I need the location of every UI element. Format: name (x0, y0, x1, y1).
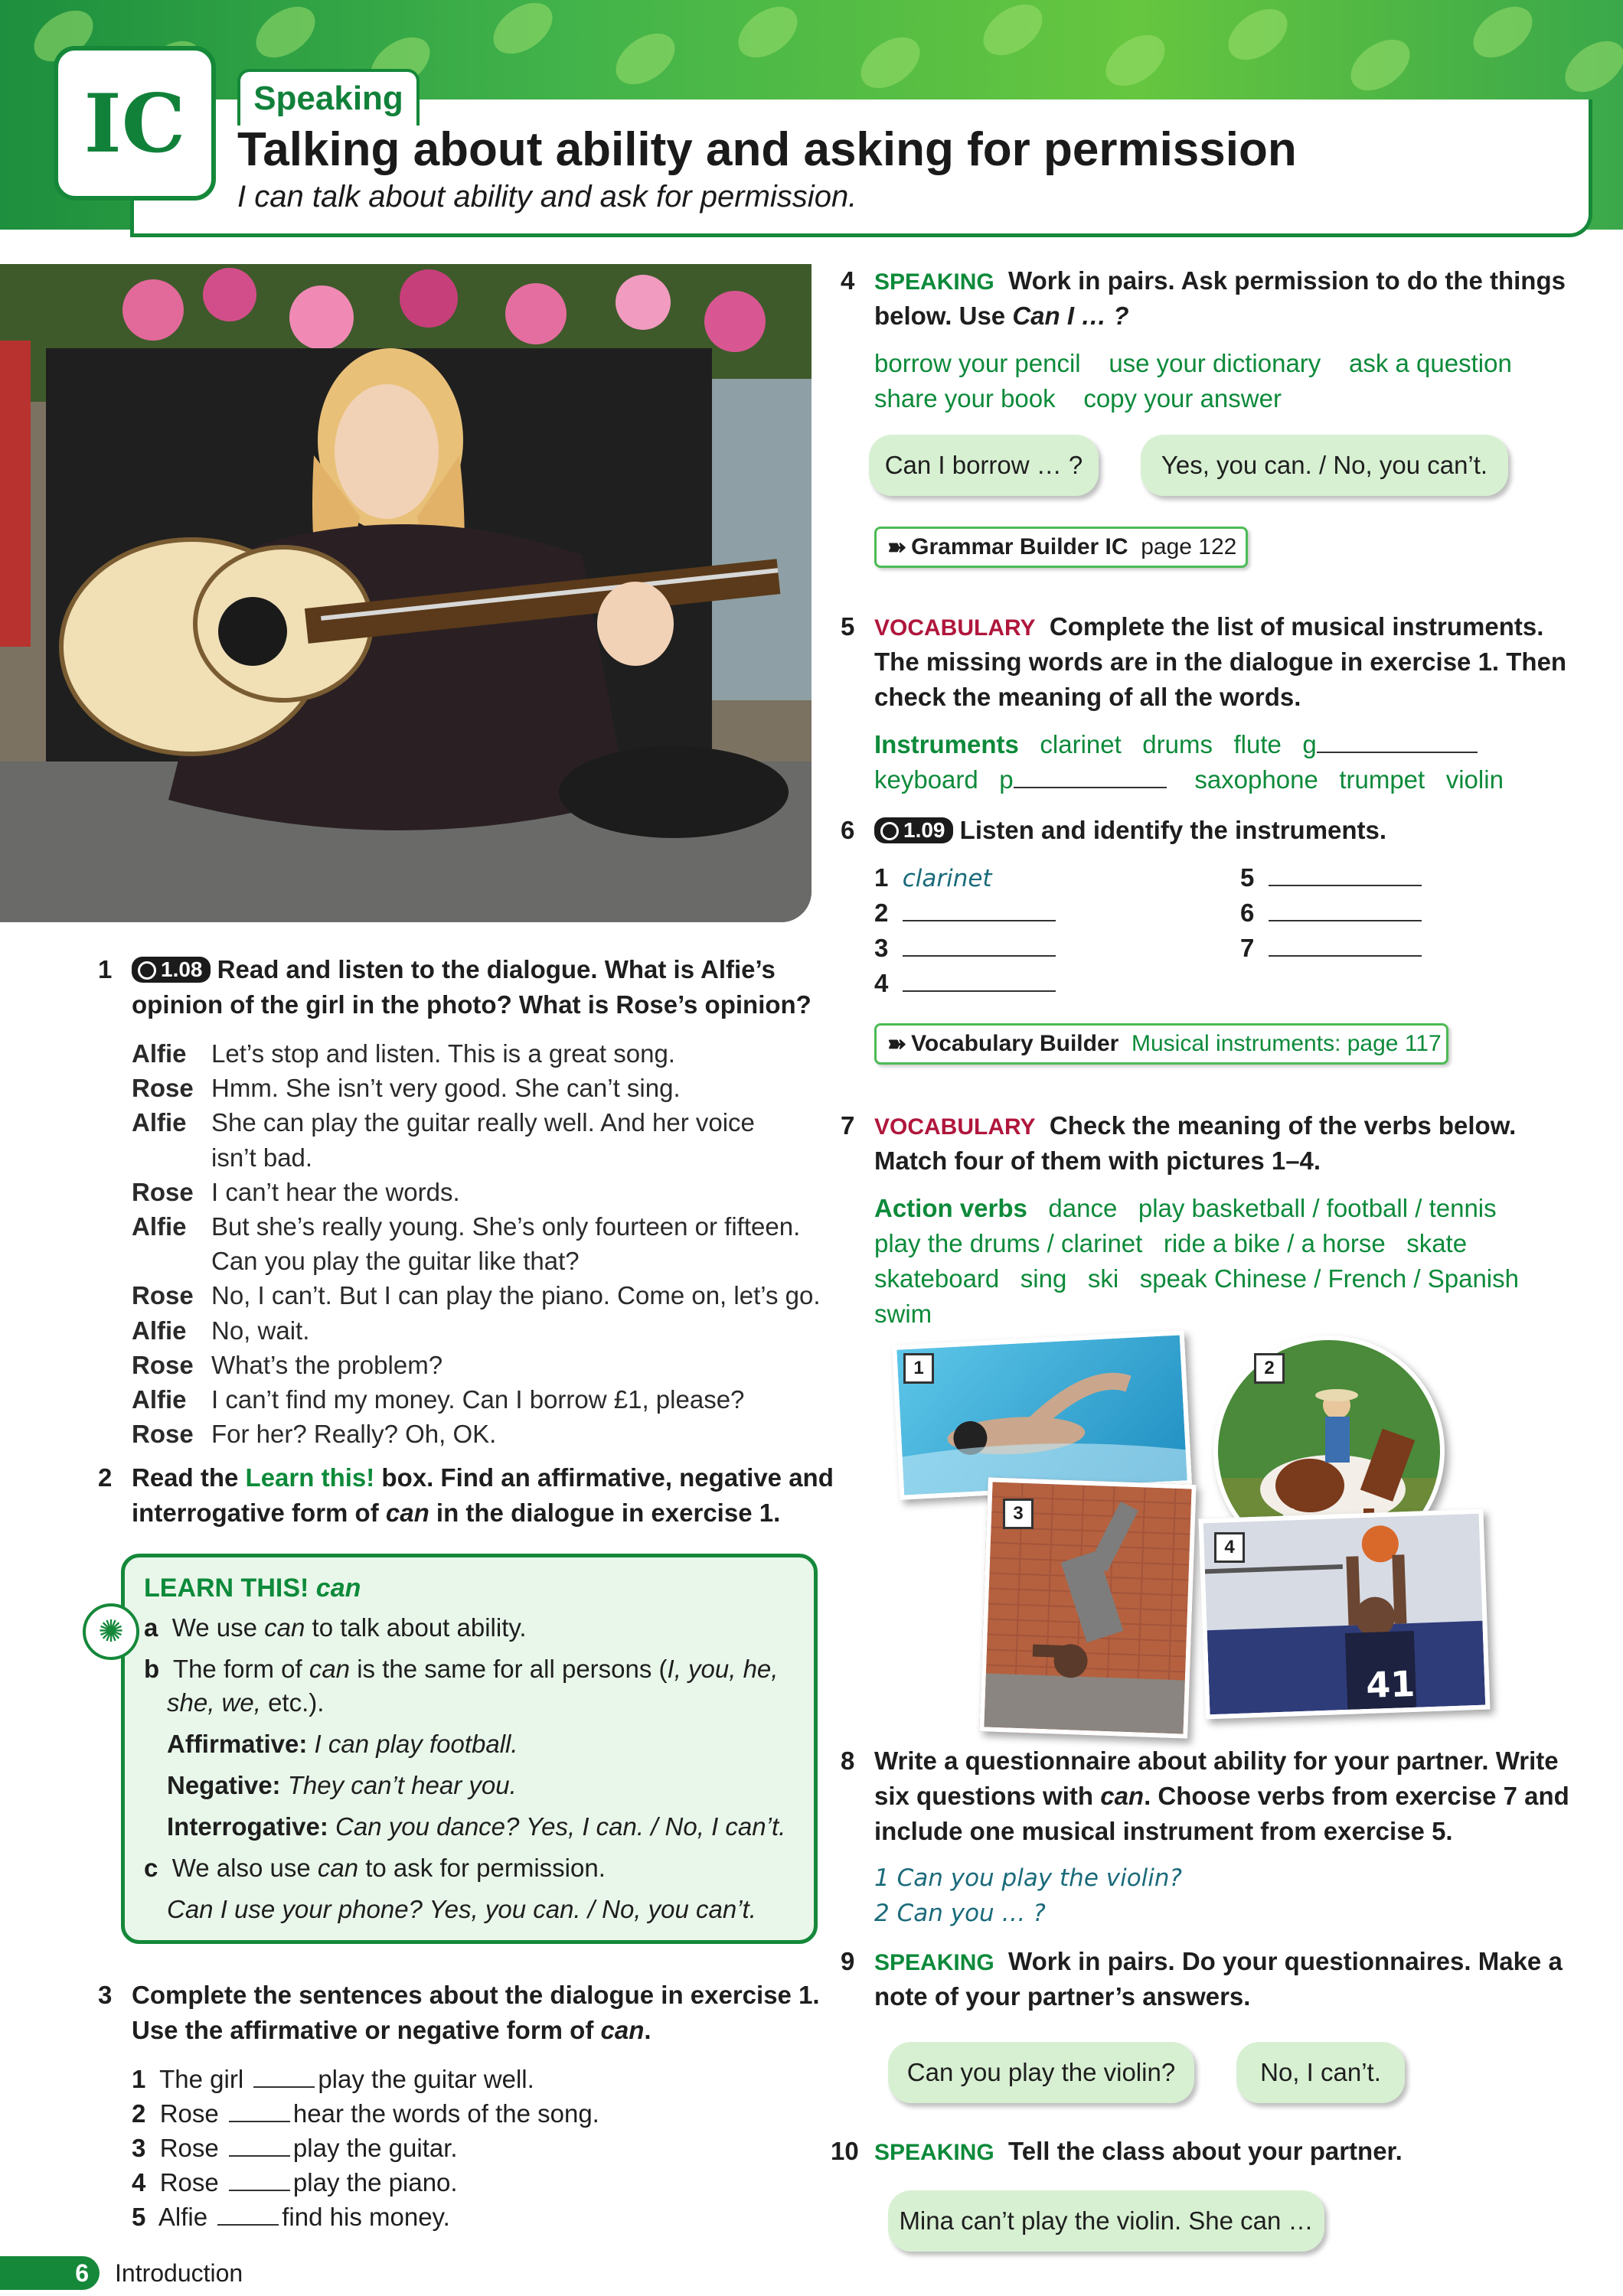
swimmer-illustration (896, 1335, 1187, 1495)
ex3-sentence (132, 2168, 458, 2197)
lesson-badge: IC (54, 46, 216, 201)
photo-illustration (0, 264, 812, 922)
dialogue-speaker: Rose (132, 1178, 194, 1206)
ex3-sentence (132, 2203, 450, 2232)
answer-blank[interactable] (229, 2154, 290, 2157)
speech-bubble: Mina can’t play the violin. She can … (888, 2190, 1324, 2252)
speech-bubble: No, I can’t. (1236, 2042, 1405, 2103)
sentence-end: hear the words of the song. (292, 2099, 599, 2128)
dialogue-speaker: Alfie (132, 1385, 187, 1414)
learn-box-interrogative: Interrogative: Can you dance? Yes, I can. / No, I can’t. (167, 1812, 786, 1841)
ex6-answer-line (1240, 934, 1422, 963)
ex10-number: 10 (831, 2137, 859, 2165)
item-number: 2 (874, 899, 889, 927)
page-subtitle: I can talk about ability and ask for permission. (237, 180, 857, 214)
dialogue-line: She can play the guitar really well. And her voice (211, 1108, 755, 1137)
ex2-prompt: Read the Learn this! box. Find an affirmative, negative and (132, 1463, 834, 1492)
sentence-end: find his money. (282, 2203, 450, 2231)
answer-blank[interactable] (229, 2189, 290, 2191)
footer-section-label: Introduction (115, 2259, 243, 2287)
sentence-end: play the guitar. (292, 2134, 458, 2162)
page-number: 6 (0, 2256, 100, 2290)
dialogue-speaker: Rose (132, 1420, 194, 1448)
ex7-prompt-line2: Match four of them with pictures 1–4. (874, 1146, 1321, 1175)
audio-icon (138, 961, 156, 980)
audio-icon (880, 822, 899, 840)
item-number: 6 (1240, 899, 1255, 927)
ex4-phrase-row1: borrow your pencil use your dictionary ask a question (874, 349, 1512, 377)
dialogue-line: Can you play the guitar like that? (211, 1247, 580, 1275)
ex9-number: 9 (841, 1947, 855, 1975)
item-number: 5 (1240, 863, 1255, 892)
sentence-start: Rose (159, 2168, 219, 2197)
banner-pattern (1096, 24, 1174, 96)
answer-blank[interactable] (903, 919, 1056, 921)
ex5-prompt-line3: check the meaning of all the words. (874, 683, 1301, 711)
ex8-number: 8 (841, 1746, 855, 1775)
ex10-prompt: SPEAKING Tell the class about your partner. (874, 2137, 1403, 2165)
ex8-example-1: 1 Can you play the violin? (874, 1864, 1183, 1892)
swimmer-picture (892, 1330, 1192, 1500)
item-number: 3 (874, 934, 889, 962)
ex8-prompt-line3: include one musical instrument from exercise 5. (874, 1817, 1453, 1845)
item-number: 2 (132, 2099, 146, 2128)
ex1-number: 1 (98, 955, 113, 983)
dialogue-line: But she’s really young. She’s only fourteen or fifteen. (211, 1212, 801, 1241)
arrow-icon: ➽ (887, 1031, 907, 1057)
banner-pattern (1341, 29, 1419, 101)
item-number: 7 (1240, 934, 1255, 962)
ex6-answer-line (874, 863, 992, 892)
banner-pattern (247, 0, 324, 68)
ex8-prompt-line2: six questions with can. Choose verbs from exercise 7 and (874, 1782, 1569, 1810)
ex3-number: 3 (98, 1981, 113, 2009)
picture-number: 2 (1254, 1353, 1285, 1384)
answer-blank[interactable] (1014, 786, 1167, 788)
sentence-end: play the guitar well. (318, 2065, 534, 2093)
picture-number: 3 (1003, 1499, 1034, 1529)
lightbulb-icon: ✺ (83, 1603, 139, 1660)
learn-box-heading: LEARN THIS! can (144, 1574, 361, 1603)
dialogue-speaker: Rose (132, 1351, 194, 1379)
audio-track-badge[interactable]: 1.08 (132, 957, 211, 983)
answer-blank[interactable] (1269, 919, 1422, 921)
learn-box-point-b-line2: she, we, etc.). (167, 1688, 325, 1717)
ex6-number: 6 (841, 816, 855, 844)
ex4-number: 4 (841, 266, 855, 295)
dialogue-speaker: Alfie (132, 1212, 187, 1241)
item-number: 3 (132, 2134, 146, 2162)
ex7-verbs-row3: skateboard sing ski speak Chinese / French / Spanish (874, 1264, 1519, 1293)
ex3-prompt: Complete the sentences about the dialogue in exercise 1. (132, 1981, 820, 2009)
answer-blank[interactable] (253, 2086, 315, 2088)
dialogue-line: What’s the problem? (211, 1351, 443, 1379)
ex5-number: 5 (841, 612, 855, 641)
speech-bubble: Can you play the violin? (888, 2042, 1194, 2103)
speech-bubble: Can I borrow … ? (869, 435, 1099, 496)
banner-pattern (851, 27, 929, 99)
ex5-prompt: VOCABULARY Complete the list of musical instruments. (874, 612, 1544, 641)
example-answer: clarinet (902, 865, 992, 892)
audio-track-badge[interactable]: 1.09 (874, 817, 953, 843)
banner-pattern (484, 0, 561, 64)
answer-blank[interactable] (229, 2120, 290, 2122)
ex4-prompt-line2: below. Use Can I … ? (874, 302, 1129, 330)
ex5-instruments-row2: keyboard p saxophone trumpet violin (874, 765, 1504, 794)
ex2-number: 2 (98, 1463, 113, 1492)
banner-pattern (1219, 0, 1296, 70)
item-number: 1 (132, 2065, 146, 2093)
ex3-sentence (132, 2065, 534, 2094)
ex7-prompt: VOCABULARY Check the meaning of the verbs below. (874, 1111, 1517, 1140)
ex6-prompt: 1.09 Listen and identify the instruments. (874, 816, 1386, 845)
picture-number: 1 (903, 1353, 934, 1384)
ex5-prompt-line2: The missing words are in the dialogue in exercise 1. Then (874, 647, 1567, 676)
sentence-start: Rose (159, 2099, 219, 2128)
basketball-illustration (1203, 1514, 1486, 1714)
item-number: 4 (874, 969, 889, 997)
answer-blank[interactable] (217, 2223, 279, 2226)
ex6-answer-line (874, 969, 1056, 998)
ex6-answer-line (1240, 863, 1422, 892)
ex7-number: 7 (841, 1111, 855, 1140)
ex7-verbs-row1: Action verbs dance play basketball / football / tennis (874, 1194, 1497, 1222)
ex7-verbs-row4: swim (874, 1300, 932, 1328)
learn-box-point-c-example: Can I use your phone? Yes, you can. / No, you can’t. (167, 1895, 756, 1923)
banner-pattern (1556, 31, 1623, 103)
dialogue-speaker: Alfie (132, 1316, 187, 1345)
answer-blank[interactable] (1269, 954, 1422, 957)
item-number: 5 (132, 2203, 146, 2231)
dialogue-speaker: Rose (132, 1074, 194, 1102)
ex4-phrase-row2: share your book copy your answer (874, 384, 1282, 413)
dialogue-line: For her? Really? Oh, OK. (211, 1420, 497, 1448)
ex6-answer-line (1240, 899, 1422, 928)
answer-blank[interactable] (1317, 751, 1478, 753)
ex1-prompt: 1.08 Read and listen to the dialogue. What is Alfie’s (132, 955, 776, 984)
dialogue-line: I can’t find my money. Can I borrow £1, please? (211, 1385, 745, 1414)
arrow-icon: ➽ (887, 534, 907, 560)
section-tab: Speaking (237, 69, 420, 126)
dialogue-line: isn’t bad. (211, 1143, 313, 1172)
ex8-example-2: 2 Can you … ? (874, 1900, 1046, 1927)
banner-pattern (974, 0, 1051, 66)
speech-bubble: Yes, you can. / No, you can’t. (1141, 435, 1508, 496)
banner-pattern (606, 23, 684, 95)
banner-pattern (729, 0, 806, 68)
dialogue-line: Let’s stop and listen. This is a great song. (211, 1039, 675, 1068)
dialogue-line: No, wait. (211, 1316, 310, 1345)
sentence-start: Alfie (158, 2203, 208, 2231)
vocabulary-builder-link[interactable]: ➽ Vocabulary Builder Musical instruments: page 117 (874, 1023, 1448, 1065)
item-number: 1 (874, 863, 889, 892)
dialogue-speaker: Alfie (132, 1039, 187, 1068)
item-number: 4 (132, 2168, 146, 2197)
learn-box-point-b: b The form of can is the same for all persons (I, you, he, (144, 1655, 779, 1683)
ex4-prompt: SPEAKING Work in pairs. Ask permission to do the things (874, 266, 1566, 295)
answer-blank[interactable] (903, 954, 1056, 957)
sentence-end: play the piano. (292, 2168, 458, 2197)
dialogue-speaker: Rose (132, 1281, 194, 1309)
banner-pattern (1464, 0, 1541, 68)
dialogue-line: Hmm. She isn’t very good. She can’t sing. (211, 1074, 681, 1102)
ex2-prompt-line2: interrogative form of can in the dialogue in exercise 1. (132, 1499, 781, 1527)
grammar-builder-link[interactable]: ➽ Grammar Builder IC page 122 (874, 527, 1248, 568)
ex6-answer-line (874, 899, 1056, 928)
ex7-verbs-row2: play the drums / clarinet ride a bike / a horse skate (874, 1229, 1468, 1257)
picture-number: 4 (1214, 1532, 1245, 1563)
guitar-girl-photo (0, 264, 812, 922)
ex9-prompt: SPEAKING Work in pairs. Do your questionnaires. Make a (874, 1947, 1563, 1975)
learn-box-point-a: a We use can to talk about ability. (144, 1613, 527, 1642)
learn-box-negative: Negative: They can’t hear you. (167, 1771, 517, 1799)
ex5-instruments-row1: Instruments clarinet drums flute g (874, 730, 1478, 759)
ex3-sentence (132, 2099, 599, 2128)
dialogue-line: I can’t hear the words. (211, 1178, 460, 1206)
ex9-prompt-line2: note of your partner’s answers. (874, 1982, 1251, 2011)
sentence-start: The girl (159, 2065, 244, 2093)
answer-blank[interactable] (903, 990, 1056, 992)
sentence-start: Rose (159, 2134, 219, 2162)
answer-blank[interactable] (1269, 884, 1422, 886)
ex1-prompt-line2: opinion of the girl in the photo? What is Rose’s opinion? (132, 990, 812, 1019)
svg-text:41: 41 (1365, 1662, 1416, 1707)
ex3-sentence (132, 2134, 458, 2163)
learn-box-point-c: c We also use can to ask for permission. (144, 1854, 606, 1882)
page-title: Talking about ability and asking for permission (237, 123, 1297, 176)
ex8-prompt: Write a questionnaire about ability for your partner. Write (874, 1746, 1559, 1775)
learn-box-affirmative: Affirmative: I can play football. (167, 1730, 518, 1758)
ex3-prompt-line2: Use the affirmative or negative form of can. (132, 2016, 651, 2044)
dialogue-line: No, I can’t. But I can play the piano. Come on, let’s go. (211, 1281, 821, 1309)
dialogue-speaker: Alfie (132, 1108, 187, 1137)
ex6-answer-line (874, 934, 1056, 963)
